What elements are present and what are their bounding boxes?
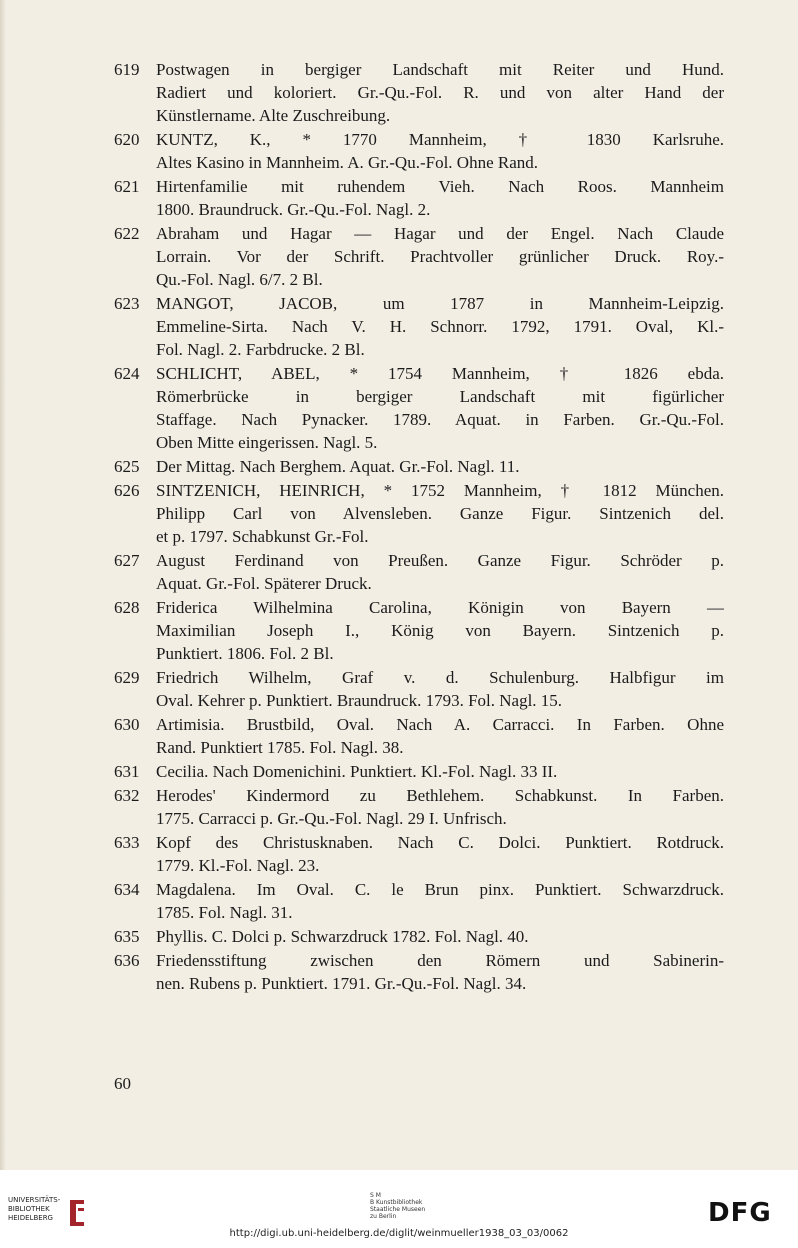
viewer-footer (0, 1170, 798, 1248)
center-logo-line: zu Berlin (370, 1213, 397, 1220)
entry-text-line: August Ferdinand von Preußen. Ganze Figur. Schröder p. (156, 551, 724, 570)
catalog-entry (114, 713, 724, 759)
catalog-entry (114, 292, 724, 361)
entry-number: 634 (114, 880, 140, 899)
entry-text-line: Altes Kasino in Mannheim. A. Gr.-Qu.-Fol. Ohne Rand. (156, 153, 538, 172)
center-logo-line: B Kunstbibliothek (370, 1199, 423, 1206)
entry-text-line: Postwagen in bergiger Landschaft mit Reiter und Hund. (156, 60, 724, 79)
entry-number: 628 (114, 598, 140, 617)
entry-text-line: Kopf des Christusknaben. Nach C. Dolci. Punktiert. Rotdruck. (156, 833, 724, 852)
university-logo-line: HEIDELBERG (8, 1214, 53, 1222)
entry-text-line: Der Mittag. Nach Berghem. Aquat. Gr.-Fol. Nagl. 11. (156, 457, 520, 476)
entry-text-line: 1785. Fol. Nagl. 31. (156, 903, 293, 922)
center-logo-line: S M (370, 1192, 381, 1199)
entry-number: 624 (114, 364, 140, 383)
entry-number: 631 (114, 762, 140, 781)
entry-text-line: 1775. Carracci p. Gr.-Qu.-Fol. Nagl. 29 I. Unfrisch. (156, 809, 507, 828)
entry-text-line: Herodes' Kindermord zu Bethlehem. Schabkunst. In Farben. (156, 786, 724, 805)
catalog-entry (114, 222, 724, 291)
entry-text-line: Oval. Kehrer p. Punktiert. Braundruck. 1793. Fol. Nagl. 15. (156, 691, 563, 710)
center-logo-line: Staatliche Museen (370, 1206, 426, 1213)
permalink-url[interactable]: http://digi.ub.uni-heidelberg.de/diglit/weinmueller1938_03_03/0062 (229, 1228, 569, 1239)
catalog-entry (114, 666, 724, 712)
catalog-entry (114, 58, 724, 127)
entry-text-line: Staffage. Nach Pynacker. 1789. Aquat. in Farben. Gr.-Qu.-Fol. (156, 410, 724, 429)
catalog-entry (114, 362, 724, 454)
entry-text-line: Rand. Punktiert 1785. Fol. Nagl. 38. (156, 738, 404, 757)
entry-text-line: Lorrain. Vor der Schrift. Prachtvoller grünlicher Druck. Roy.- (156, 247, 724, 266)
entry-text-line: Magdalena. Im Oval. C. le Brun pinx. Punktiert. Schwarzdruck. (156, 880, 724, 899)
entry-text-line: MANGOT, JACOB, um 1787 in Mannheim-Leipzig. (156, 294, 724, 313)
entry-text-line: Abraham und Hagar — Hagar und der Engel. Nach Claude (156, 224, 724, 243)
entry-text-line: Artimisia. Brustbild, Oval. Nach A. Carracci. In Farben. Ohne (156, 715, 724, 734)
entry-text-line: et p. 1797. Schabkunst Gr.-Fol. (156, 527, 369, 546)
entry-text-line: Friedrich Wilhelm, Graf v. d. Schulenburg. Halbfigur im (156, 668, 724, 687)
catalog-entry (114, 760, 724, 783)
entry-number: 625 (114, 457, 140, 476)
catalog-entry (114, 549, 724, 595)
catalog-entry (114, 128, 724, 174)
university-logo-line: BIBLIOTHEK (8, 1205, 50, 1213)
entry-number: 621 (114, 177, 140, 196)
entry-number: 633 (114, 833, 140, 852)
catalog-entry (114, 925, 724, 948)
entry-number: 636 (114, 951, 140, 970)
entry-text-line: Aquat. Gr.-Fol. Späterer Druck. (156, 574, 372, 593)
entry-number: 626 (114, 481, 140, 500)
kunstbibliothek-logo[interactable] (370, 1192, 460, 1220)
entry-text-line: Cecilia. Nach Domenichini. Punktiert. Kl.-Fol. Nagl. 33 II. (156, 762, 558, 781)
catalog-entry (114, 479, 724, 548)
entry-text-line: Punktiert. 1806. Fol. 2 Bl. (156, 644, 334, 663)
entry-text-line: Oben Mitte eingerissen. Nagl. 5. (156, 433, 378, 452)
entry-text-line: nen. Rubens p. Punktiert. 1791. Gr.-Qu.-Fol. Nagl. 34. (156, 974, 527, 993)
entry-text-line: Hirtenfamilie mit ruhendem Vieh. Nach Roos. Mannheim (156, 177, 724, 196)
catalog-entries (114, 58, 724, 996)
entry-number: 632 (114, 786, 140, 805)
entry-text-line: 1800. Braundruck. Gr.-Qu.-Fol. Nagl. 2. (156, 200, 431, 219)
entry-number: 627 (114, 551, 140, 570)
catalog-entry (114, 878, 724, 924)
entry-text-line: Emmeline-Sirta. Nach V. H. Schnorr. 1792, 1791. Oval, Kl.- (156, 317, 724, 336)
entry-number: 629 (114, 668, 140, 687)
entry-text-line: Fol. Nagl. 2. Farbdrucke. 2 Bl. (156, 340, 365, 359)
page-number: 60 (114, 1074, 131, 1093)
entry-number: 623 (114, 294, 140, 313)
university-seal-icon (66, 1198, 88, 1228)
entry-text-line: Philipp Carl von Alvensleben. Ganze Figur. Sintzenich del. (156, 504, 724, 523)
entry-number: 619 (114, 60, 140, 79)
entry-text-line: SCHLICHT, ABEL, * 1754 Mannheim, † 1826 ebda. (156, 364, 724, 383)
entry-text-line: Römerbrücke in bergiger Landschaft mit figürlicher (156, 387, 724, 406)
catalog-entry (114, 831, 724, 877)
entry-text-line: Friedensstiftung zwischen den Römern und Sabinerin- (156, 951, 724, 970)
entry-text-line: Radiert und koloriert. Gr.-Qu.-Fol. R. und von alter Hand der (156, 83, 724, 102)
catalog-entry (114, 596, 724, 665)
entry-text-line: Künstlername. Alte Zuschreibung. (156, 106, 391, 125)
dfg-logo[interactable]: DFG (708, 1198, 772, 1228)
catalog-entry (114, 784, 724, 830)
entry-number: 635 (114, 927, 140, 946)
entry-text-line: Qu.-Fol. Nagl. 6/7. 2 Bl. (156, 270, 323, 289)
catalog-entry (114, 175, 724, 221)
page-edge-shadow (0, 0, 6, 1170)
entry-text-line: KUNTZ, K., * 1770 Mannheim, † 1830 Karlsruhe. (156, 130, 724, 149)
entry-number: 620 (114, 130, 140, 149)
entry-text-line: SINTZENICH, HEINRICH, * 1752 Mannheim, † 1812 München. (156, 481, 724, 500)
catalog-entry (114, 949, 724, 995)
entry-text-line: Phyllis. C. Dolci p. Schwarzdruck 1782. Fol. Nagl. 40. (156, 927, 529, 946)
entry-number: 622 (114, 224, 140, 243)
university-logo-line: UNIVERSITÄTS- (8, 1196, 61, 1204)
catalog-entry (114, 455, 724, 478)
entry-text-line: 1779. Kl.-Fol. Nagl. 23. (156, 856, 320, 875)
entry-number: 630 (114, 715, 140, 734)
entry-text-line: Maximilian Joseph I., König von Bayern. Sintzenich p. (156, 621, 724, 640)
entry-text-line: Friderica Wilhelmina Carolina, Königin von Bayern — (156, 598, 724, 617)
